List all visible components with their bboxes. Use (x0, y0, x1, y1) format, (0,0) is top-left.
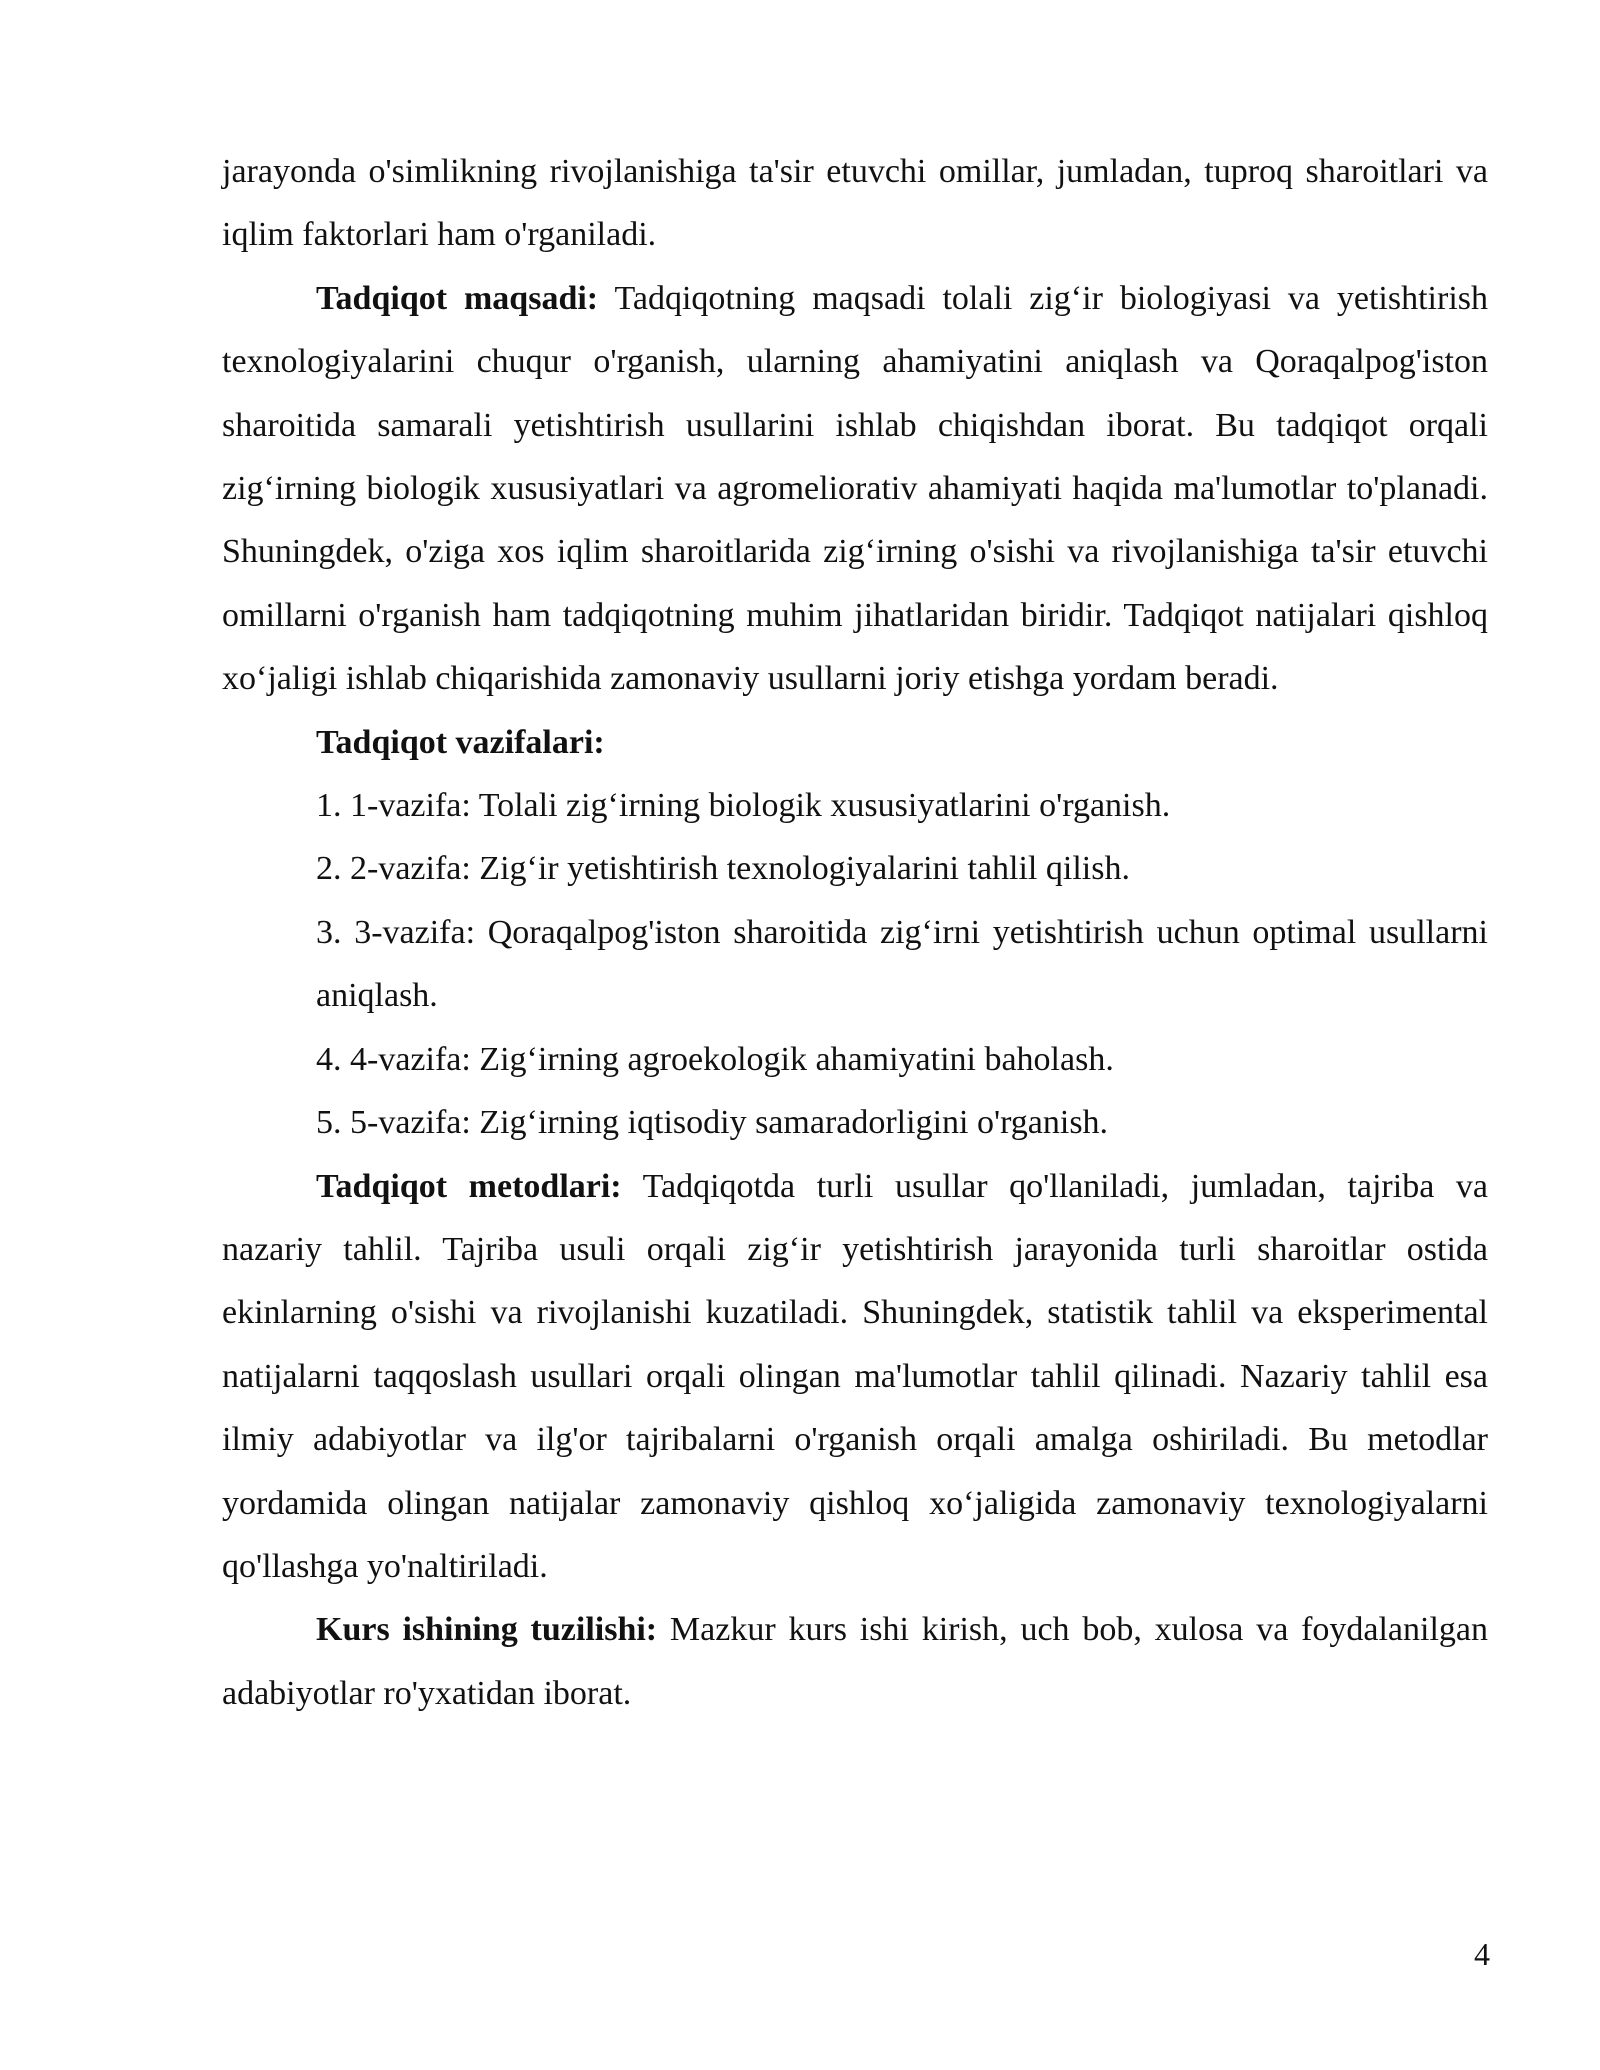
tasks-heading: Tadqiqot vazifalari: (316, 723, 605, 761)
task-item-5: 5. 5-vazifa: Zig‘irning iqtisodiy samaradorligini o'rganish. (316, 1104, 1109, 1142)
structure-heading: Kurs ishining tuzilishi: (316, 1611, 658, 1649)
task-item-1: 1. 1-vazifa: Tolali zig‘irning biologik xususiyatlarini o'rganish. (316, 787, 1171, 825)
methods-text: Tadqiqotda turli usullar qo'llaniladi, jumladan, tajriba va nazariy tahlil. Tajriba usuli orqali zig‘ir yetishtirish jarayonida turli sharoitlar ostida ekinlarning o'sishi va rivojlanishi kuzatiladi. Shuningdek, statistik tahlil va eksperimental natijalarni taqqoslash usullari orqali olingan ma'lumotlar tahlil qilinadi. Nazariy tahlil esa ilmiy adabiyotlar va ilg'or tajribalarni o'rganish orqali amalga oshiriladi. Bu metodlar yordamida olingan natijalar zamonaviy qishloq xo‘jaligida zamonaviy texnologiyalarni qo'llashga yo'naltiriladi. (222, 1167, 1488, 1585)
goal-text: Tadqiqotning maqsadi tolali zig‘ir biologiyasi va yetishtirish texnologiyalarini chuqur o'rganish, ularning ahamiyatini aniqlash va Qoraqalpog'iston sharoitida samarali yetishtirish usullarini ishlab chiqishdan iborat. Bu tadqiqot orqali zig‘irning biologik xususiyatlari va agromeliorativ ahamiyati haqida ma'lumotlar to'planadi. Shuningdek, o'ziga xos iqlim sharoitlarida zig‘irning o'sishi va rivojlanishiga ta'sir etuvchi omillarni o'rganish ham tadqiqotning muhim jihatlaridan biridir. Tadqiqot natijalari qishloq xo‘jaligi ishlab chiqarishida zamonaviy usullarni joriy etishga yordam beradi. (222, 279, 1489, 698)
continuation-paragraph: jarayonda o'simlikning rivojlanishiga ta'sir etuvchi omillar, jumladan, tuproq sharoitlari va iqlim faktorlari ham o'rganiladi. (222, 153, 1488, 254)
page-number: 4 (1474, 1936, 1490, 1972)
goal-heading: Tadqiqot maqsadi: (316, 279, 599, 317)
structure-text: Mazkur kurs ishi kirish, uch bob, xulosa va foydalanilgan adabiyotlar ro'yxatidan iborat. (222, 1611, 1489, 1712)
methods-heading: Tadqiqot metodlari: (316, 1167, 622, 1205)
task-item-4: 4. 4-vazifa: Zig‘irning agroekologik ahamiyatini baholash. (316, 1040, 1114, 1078)
structure-paragraph (222, 1598, 1488, 1725)
goal-paragraph (222, 267, 1488, 711)
methods-paragraph (222, 1155, 1488, 1599)
task-item-2: 2. 2-vazifa: Zig‘ir yetishtirish texnologiyalarini tahlil qilish. (316, 850, 1130, 888)
task-item-3: 3. 3-vazifa: Qoraqalpog'iston sharoitida zig‘irni yetishtirish uchun optimal usullarni aniqlash. (316, 913, 1488, 1015)
tasks-list (222, 774, 1488, 1154)
page-body (222, 140, 1488, 1725)
